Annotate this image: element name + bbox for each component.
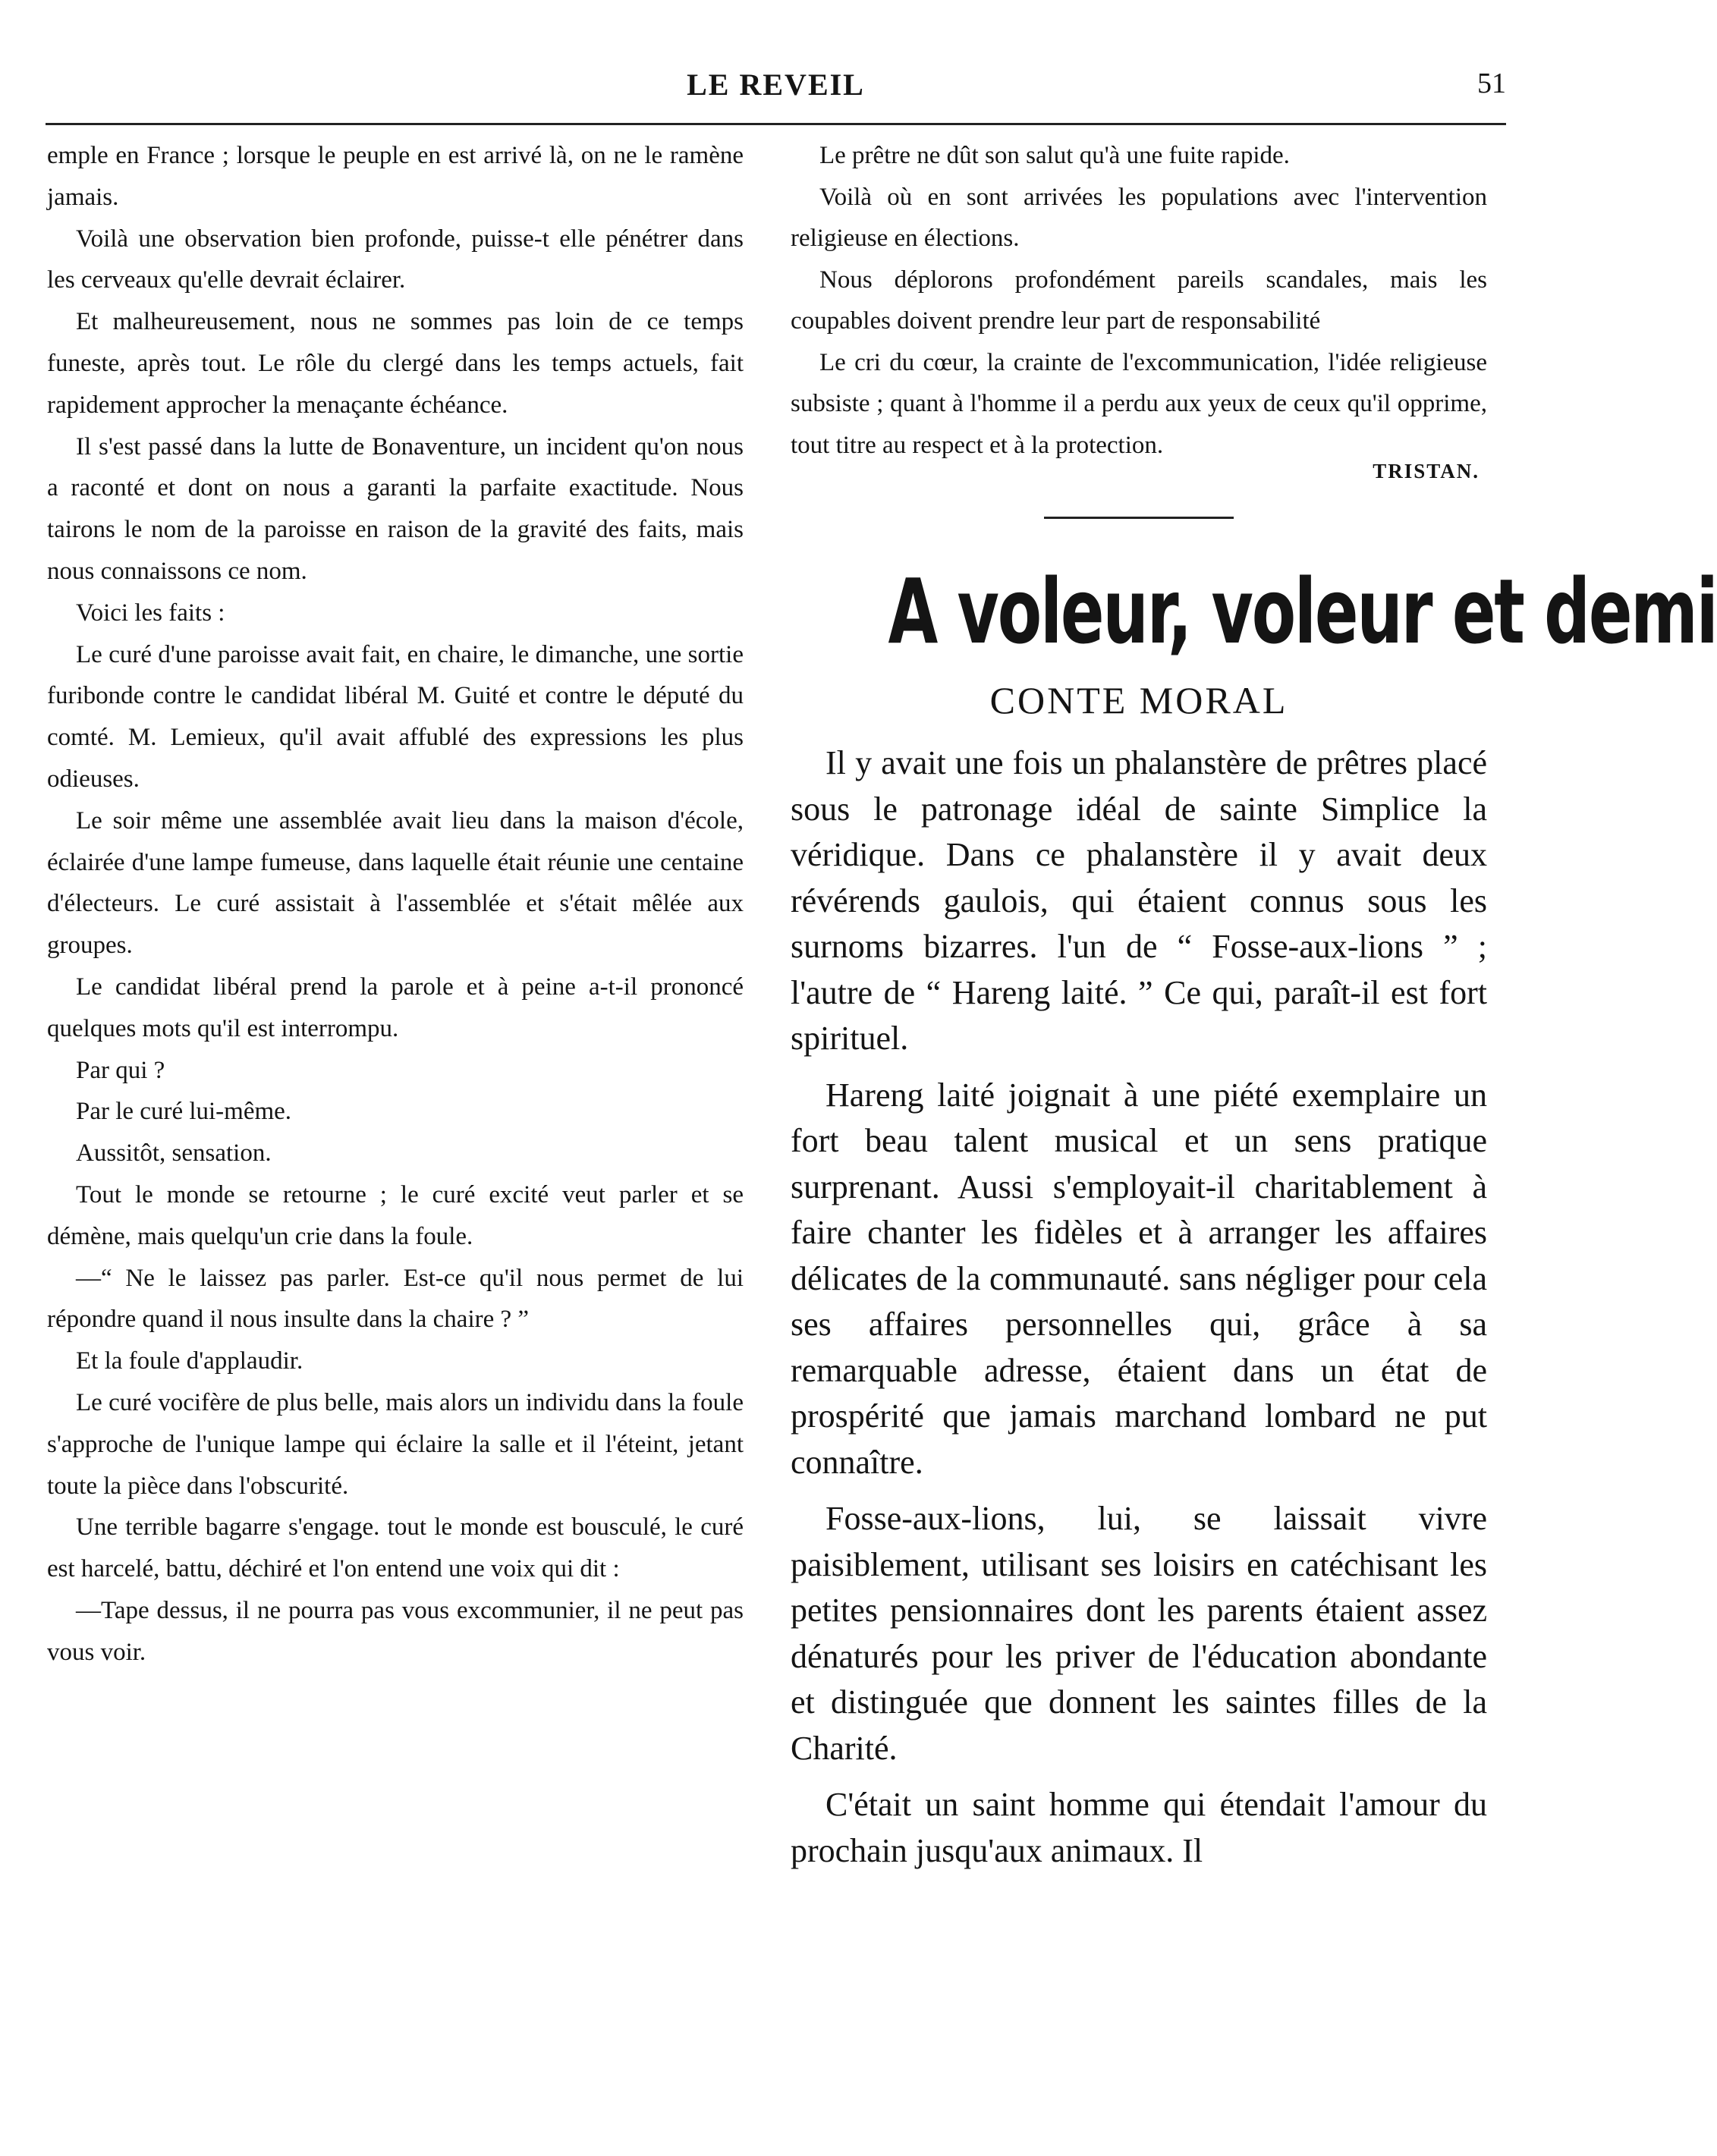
previous-article-end [791, 135, 1487, 466]
newspaper-title: LE REVEIL [687, 68, 865, 102]
paragraph: Fosse-aux-lions, lui, se laissait vivre paisiblement, utilisant ses loisirs en catéchisant les petites pensionnaires dont les parents étaient assez dénaturés pour les priver de l'éducation abondante et distinguée que donnent les saintes filles de la Charité. [791, 1500, 1487, 1767]
paragraph: emple en France ; lorsque le peuple en est arrivé là, on ne le ramène jamais. [47, 142, 744, 211]
paragraph: Tout le monde se retourne ; le curé excité veut parler et se démène, mais quelqu'un crie dans la foule. [47, 1180, 744, 1250]
article-body [791, 740, 1487, 1874]
paragraph: Et malheureusement, nous ne sommes pas loin de ce temps funeste, après tout. Le rôle du clergé dans les temps actuels, fait rapidement approcher la menaçante échéance. [47, 308, 744, 419]
paragraph: —Tape dessus, il ne pourra pas vous excommunier, il ne peut pas vous voir. [47, 1596, 744, 1666]
article-separator [1044, 517, 1234, 519]
left-column [47, 135, 744, 1673]
paragraph: Voici les faits : [76, 599, 225, 627]
paragraph: Le curé vocifère de plus belle, mais alors un individu dans la foule s'approche de l'unique lampe qui éclaire la salle et il l'éteint, jetant toute la pièce dans l'obscurité. [47, 1388, 744, 1500]
paragraph: —“ Ne le laissez pas parler. Est-ce qu'il nous permet de lui répondre quand il nous insulte dans la chaire ? ” [47, 1264, 744, 1334]
paragraph: Aussitôt, sensation. [76, 1139, 272, 1168]
paragraph: Le prêtre ne dût son salut qu'à une fuite rapide. [819, 142, 1290, 169]
paragraph: Hareng laité joignait à une piété exemplaire un fort beau talent musical et un sens pratique surprenant. Aussi s'employait-il charitablement à faire chanter les fidèles et à arranger les affaires délicates de la communauté. sans négliger pour cela ses affaires personnelles qui, grâce à sa remarquable adresse, étaient dans un état de prospérité que jamais marchand lombard ne put connaître. [791, 1076, 1487, 1481]
article-headline: A voleur, voleur et demi [888, 559, 1717, 664]
paragraph: Le soir même une assemblée avait lieu dans la maison d'école, éclairée d'une lampe fumeuse, dans laquelle était réunie une centaine d'électeurs. Le curé assistait à l'assemblée et s'était mêlée aux groupes. [47, 806, 744, 960]
paragraph: Voilà où en sont arrivées les populations avec l'intervention religieuse en élections. [791, 183, 1487, 252]
page-number: 51 [1477, 68, 1506, 99]
paragraph: Le cri du cœur, la crainte de l'excommunication, l'idée religieuse subsiste ; quant à l'homme il a perdu aux yeux de ceux qu'il opprime, tout titre au respect et à la protection. [791, 348, 1487, 459]
paragraph: Par qui ? [76, 1056, 165, 1084]
author-signature: TRISTAN. [1373, 460, 1480, 482]
paragraph: Le curé d'une paroisse avait fait, en chaire, le dimanche, une sortie furibonde contre le candidat libéral M. Guité et contre le député du comté. M. Lemieux, qu'il avait affublé des expressions les plus odieuses. [47, 640, 744, 793]
page-header [46, 67, 1506, 112]
paragraph: Voilà une observation bien profonde, puisse-t elle pénétrer dans les cerveaux qu'elle devrait éclairer. [47, 225, 744, 294]
paragraph: Nous déplorons profondément pareils scandales, mais les coupables doivent prendre leur part de responsabilité [791, 266, 1487, 335]
right-column [791, 135, 1717, 1884]
paragraph: Et la foule d'applaudir. [76, 1347, 303, 1375]
article-subheadline: CONTE MORAL [989, 679, 1288, 721]
paragraph: Par le curé lui-même. [76, 1098, 292, 1126]
paragraph: C'était un saint homme qui étendait l'amour du prochain jusqu'aux animaux. Il [791, 1786, 1487, 1869]
paragraph: Il s'est passé dans la lutte de Bonaventure, un incident qu'on nous a raconté et dont on nous a garanti la parfaite exactitude. Nous tairons le nom de la paroisse en raison de la gravité des faits, mais nous connaissons ce nom. [47, 432, 744, 585]
paragraph: Il y avait une fois un phalanstère de prêtres placé sous le patronage idéal de sainte Simplice la véridique. Dans ce phalanstère il y avait deux révérends gaulois, qui étaient connus sous les surnoms bizarres. l'un de “ Fosse-aux-lions ” ; l'autre de “ Hareng laité. ” Ce qui, paraît-il est fort spirituel. [791, 744, 1487, 1057]
paragraph: Le candidat libéral prend la parole et à peine a-t-il prononcé quelques mots qu'il est interrompu. [47, 973, 744, 1042]
header-rule [46, 123, 1506, 125]
paragraph: Une terrible bagarre s'engage. tout le monde est bousculé, le curé est harcelé, battu, déchiré et l'on entend une voix qui dit : [47, 1513, 744, 1583]
